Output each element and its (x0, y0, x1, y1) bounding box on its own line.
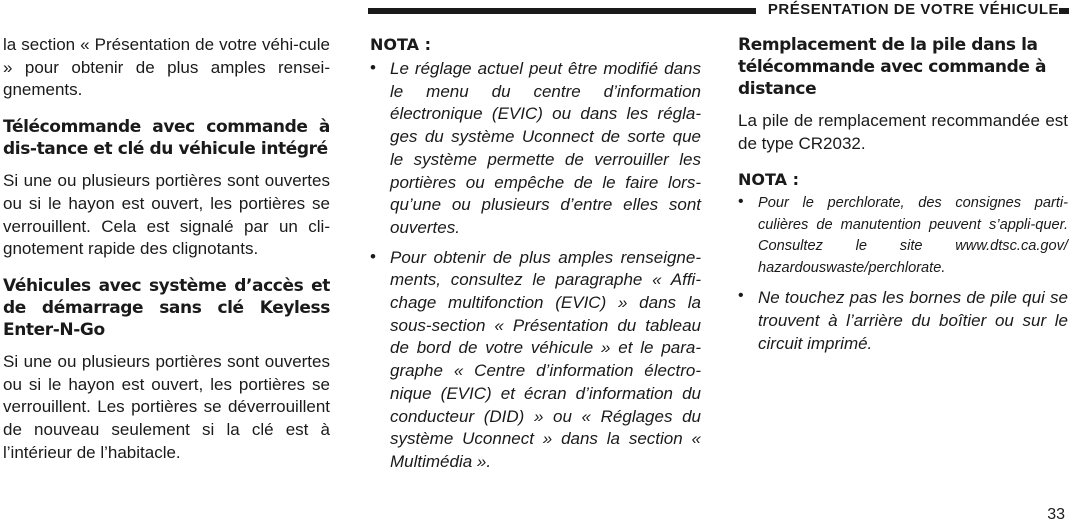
note-text: Pour obtenir de plus amples renseigne-ments, consultez le paragraphe « Affi-chage multifonction (EVIC) » dans la sous-section « Présentation du tableau de bord de votre véhicule » et le para-graphe « Centre d’information électro-nique (EVIC) et écran d’information du conducteur (DID) » ou « Réglages du système Uconnect » dans la section « Multimédia ». (390, 247, 701, 471)
running-header: PRÉSENTATION DE VOTRE VÉHICULE (756, 0, 1059, 20)
note-list (738, 193, 1068, 355)
paragraph: La pile de remplacement recommandée est de type CR2032. (738, 111, 1068, 153)
note-text: Ne touchez pas les bornes de pile qui se trouvent à l’arrière du boîtier ou sur le circuit imprimé. (758, 288, 1068, 353)
column-3 (738, 34, 1068, 364)
list-item (370, 247, 701, 474)
note-text: Le réglage actuel peut être modifié dans le menu du centre d’information électronique (EVIC) ou dans les régla-ges du système Uconnect de sorte que le système permette de verrouiller les portières ou empêche de le faire lors-qu’une ou plusieurs d’entre elles sont ouvertes. (390, 59, 701, 237)
list-item (738, 287, 1068, 355)
note-label: NOTA : (738, 170, 800, 190)
section-heading: Remplacement de la pile dans la télécommande avec commande à distance (738, 35, 1047, 99)
section-heading: Véhicules avec système d’accès et de démarrage sans clé Keyless Enter-N-Go (3, 275, 330, 340)
note-label: NOTA : (370, 35, 432, 54)
bullet-icon: • (738, 287, 744, 305)
note-text: Pour le perchlorate, des consignes parti-culières de manutention peuvent s’appli-quer. Consultez le site www.dtsc.ca.gov/ hazardouswaste/perchlorate. (758, 195, 1068, 276)
list-item (370, 58, 701, 240)
bullet-icon: • (370, 58, 376, 77)
page-number: 33 (1047, 506, 1065, 523)
column-1 (3, 34, 330, 478)
section-heading: Télécommande avec commande à dis-tance et clé du véhicule intégré (3, 117, 330, 160)
list-item (738, 193, 1068, 279)
paragraph: Si une ou plusieurs portières sont ouvertes ou si le hayon est ouvert, les portières se verrouillent. Cela est signalé par un cli-gnotement rapide des clignotants. (3, 171, 330, 259)
column-2 (370, 34, 701, 481)
bullet-icon: • (370, 246, 376, 266)
note-list (370, 58, 701, 474)
paragraph: Si une ou plusieurs portières sont ouvertes ou si le hayon est ouvert, les portières se verrouillent. Les portières se déverrouillent de nouveau seulement si la clé est à l’intérieur de l’habitacle. (3, 351, 330, 462)
paragraph: la section « Présentation de votre véhi-cule » pour obtenir de plus amples rensei-gnements. (3, 35, 330, 100)
bullet-icon: • (738, 193, 744, 211)
